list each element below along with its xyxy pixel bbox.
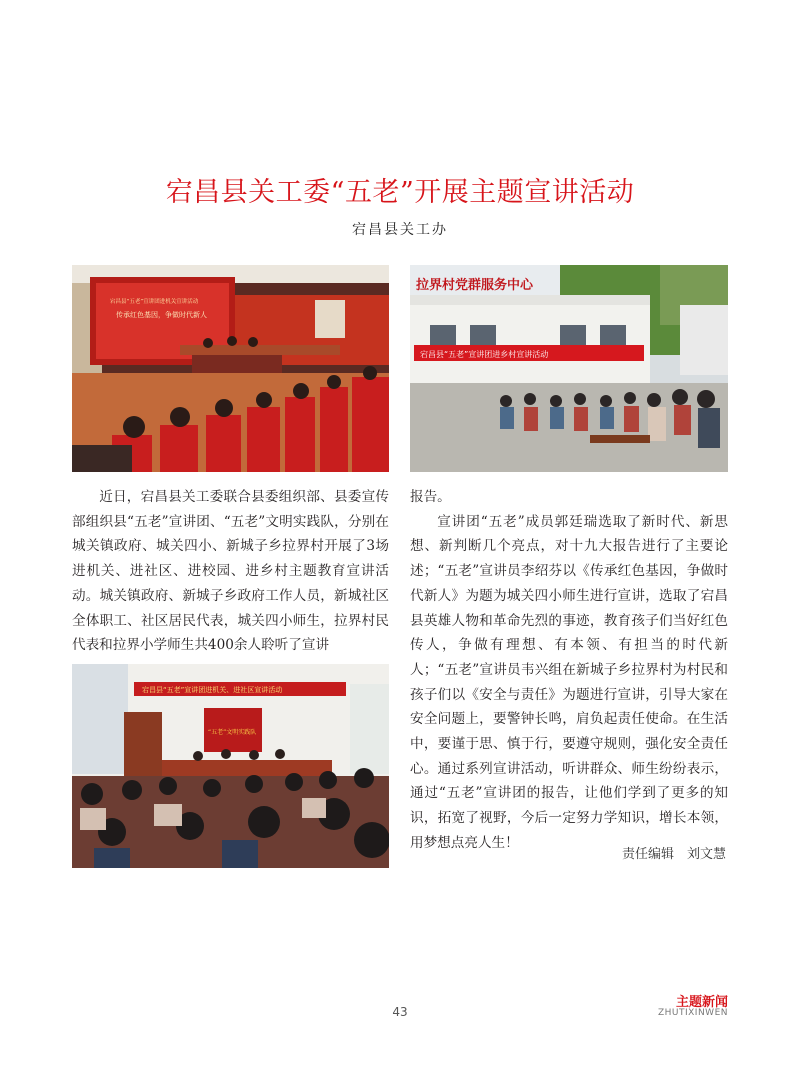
auditorium-illustration: [72, 265, 389, 472]
village-banner: 宕昌县“五老”宣讲团进乡村宣讲活动: [420, 350, 549, 359]
community-illustration: [72, 664, 389, 868]
article-paragraph-1-continued: 报告。: [410, 489, 451, 505]
article-title: 宕昌县关工委“五老”开展主题宣讲活动: [165, 177, 635, 208]
screen-subheading: 传承红色基因，争做时代新人: [116, 311, 207, 319]
article-paragraph-2: 宣讲团“五老”成员郭廷瑞选取了新时代、新思想、新判断几个亮点，对十九大报告进行了主要论述；“五老”宣讲员李绍芬以《传承红色基因，争做时代新人》为题为城关四小师生进行宣讲，选取了宕昌县英雄人物和革命先烈的事迹，教育孩子们当好红色传人，争做有理想、有本领、有担当的时代新人；“五老”宣讲员韦兴组在新城子乡拉界村为村民和孩子们以《安全与责任》为题进行宣讲，引导大家在安全问题上，要警钟长鸣，肩负起责任使命。在生活中，要谨于思、慎于行，要遵守规则，强化安全责任心。通过系列宣讲活动，听讲群众、师生纷纷表示，通过“五老”宣讲团的报告，让他们学到了更多的知识，拓宽了视野，今后一定努力学知识，增长本领，用梦想点亮人生！: [410, 513, 728, 851]
article-column-left: [72, 485, 389, 658]
photo-community-lecture: [72, 664, 389, 868]
section-title: 主题新闻: [675, 995, 728, 1010]
article-byline: 宕昌县关工办: [352, 222, 448, 238]
building-sign: 拉界村党群服务中心: [416, 278, 534, 293]
community-banner: 宕昌县“五老”宣讲团进机关、进社区宣讲活动: [142, 686, 283, 694]
community-board: “五老”文明实践队: [208, 729, 257, 736]
photo-village-lecture: [410, 265, 728, 472]
article-paragraph-1: 近日，宕昌县关工委联合县委组织部、县委宣传部组织县“五老”宣讲团、“五老”文明实践队，分别在城关镇政府、城关四小、新城子乡拉界村开展了3场进机关、进社区、进校园、进乡村主题教育宣讲活动。城关镇政府、新城子乡政府工作人员，新城社区全体职工、社区居民代表，城关四小师生，拉界村民代表和拉界小学师生共400余人聆听了宣讲: [72, 489, 389, 654]
village-illustration: [410, 265, 728, 472]
photo-auditorium-lecture: [72, 265, 389, 472]
section-title-pinyin: ZHUTIXINWEN: [657, 1008, 728, 1018]
responsible-editor: 责任编辑 刘文慧: [621, 847, 726, 862]
screen-heading: 宕昌县“五老”宣讲团进机关宣讲活动: [110, 299, 199, 305]
article-column-right: [410, 485, 728, 856]
page-number: 43: [392, 1005, 408, 1019]
